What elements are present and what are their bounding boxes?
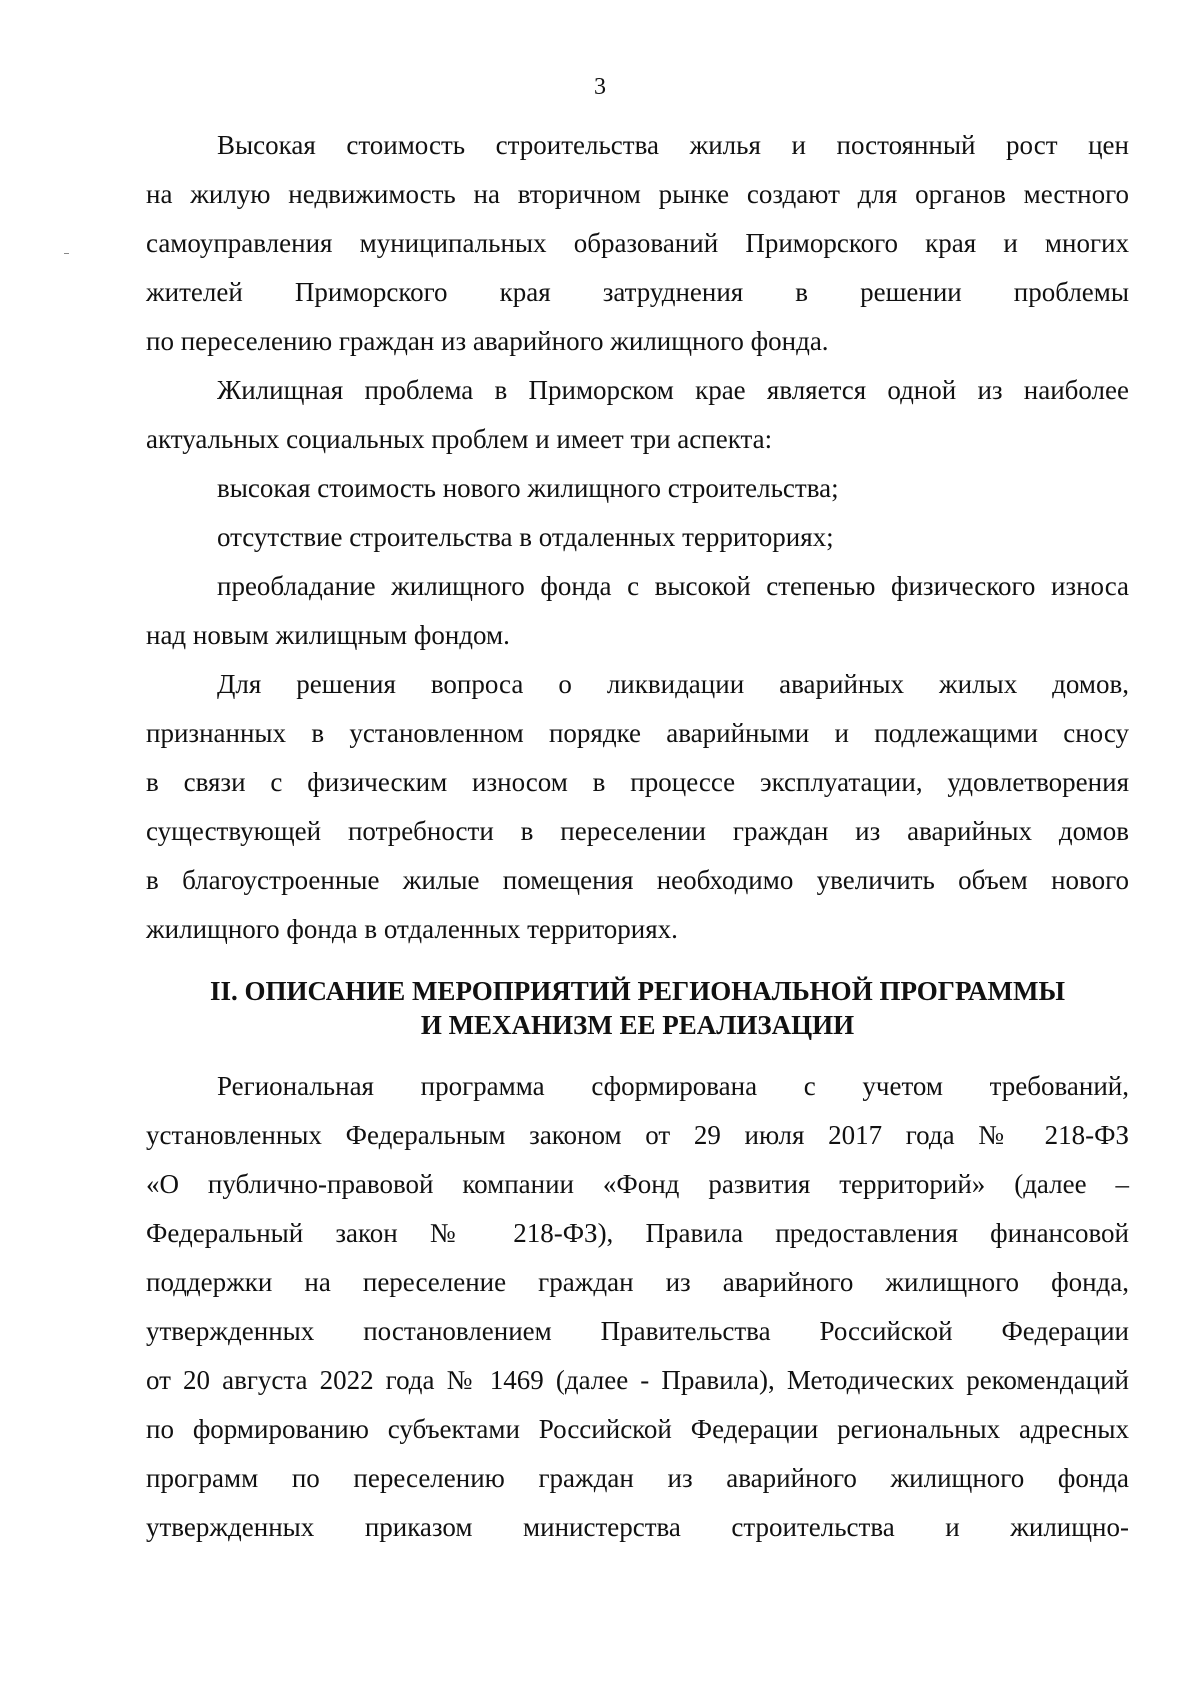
paragraph <box>146 366 1129 464</box>
paragraph-line: установленных Федеральным законом от 29 июля 2017 года № 218-ФЗ <box>146 1120 1129 1150</box>
paragraph <box>146 660 1129 954</box>
paragraph-line: жилищного фонда в отдаленных территориях. <box>146 914 678 944</box>
paragraph-line: Федеральный закон № 218-ФЗ), Правила предоставления финансовой <box>146 1218 1129 1248</box>
paragraph-line: по переселению граждан из аварийного жилищного фонда. <box>146 326 829 356</box>
paragraph-line: высокая стоимость нового жилищного строительства; <box>217 473 839 503</box>
section-2-heading-line-2: И МЕХАНИЗМ ЕЕ РЕАЛИЗАЦИИ <box>420 1010 855 1040</box>
section-2-body <box>146 1062 1129 1552</box>
paragraph <box>146 121 1129 366</box>
paragraph <box>146 464 1129 513</box>
paragraph-line: над новым жилищным фондом. <box>146 620 510 650</box>
paragraph-line: существующей потребности в переселении граждан из аварийных домов <box>146 816 1129 846</box>
paragraph-line: программ по переселению граждан из аварийного жилищного фонда <box>146 1463 1129 1493</box>
paragraph <box>146 562 1129 660</box>
paragraph-line: актуальных социальных проблем и имеет три аспекта: <box>146 424 773 454</box>
paragraph <box>146 513 1129 562</box>
paragraph-line: Для решения вопроса о ликвидации аварийных жилых домов, <box>217 669 1129 699</box>
paragraph-line: в благоустроенные жилые помещения необходимо увеличить объем нового <box>146 865 1129 895</box>
paragraph-line: «О публично-правовой компании «Фонд развития территорий» (далее – <box>146 1169 1129 1199</box>
paragraph-line: Жилищная проблема в Приморском крае является одной из наиболее <box>217 375 1129 405</box>
paragraph-line: поддержки на переселение граждан из аварийного жилищного фонда, <box>146 1267 1129 1297</box>
paragraph-line: признанных в установленном порядке аварийными и подлежащими сносу <box>146 718 1129 748</box>
section-1-body <box>146 121 1129 954</box>
paragraph-line: преобладание жилищного фонда с высокой степенью физического износа <box>217 571 1129 601</box>
paragraph-line: Региональная программа сформирована с учетом требований, <box>217 1071 1129 1101</box>
section-2-heading-line-1: II. ОПИСАНИЕ МЕРОПРИЯТИЙ РЕГИОНАЛЬНОЙ ПРОГРАММЫ <box>210 976 1065 1006</box>
paragraph-line: в связи с физическим износом в процессе эксплуатации, удовлетворения <box>146 767 1129 797</box>
paragraph-line: Высокая стоимость строительства жилья и постоянный рост цен <box>217 130 1129 160</box>
paragraph-line: утвержденных приказом министерства строительства и жилищно- <box>146 1512 1129 1542</box>
paragraph-line: утвержденных постановлением Правительства Российской Федерации <box>146 1316 1129 1346</box>
margin-mark <box>64 253 69 254</box>
paragraph-line: жителей Приморского края затруднения в решении проблемы <box>146 277 1129 307</box>
paragraph-line: от 20 августа 2022 года № 1469 (далее - Правила), Методических рекомендаций <box>146 1365 1129 1395</box>
paragraph-line: на жилую недвижимость на вторичном рынке создают для органов местного <box>146 179 1129 209</box>
paragraph-line: отсутствие строительства в отдаленных территориях; <box>217 522 834 552</box>
document-body <box>146 121 1129 1552</box>
section-2-heading <box>146 974 1129 1042</box>
paragraph <box>146 1062 1129 1552</box>
paragraph-line: самоуправления муниципальных образований Приморского края и многих <box>146 228 1129 258</box>
page-number: 3 <box>594 74 606 100</box>
paragraph-line: по формированию субъектами Российской Федерации региональных адресных <box>146 1414 1129 1444</box>
